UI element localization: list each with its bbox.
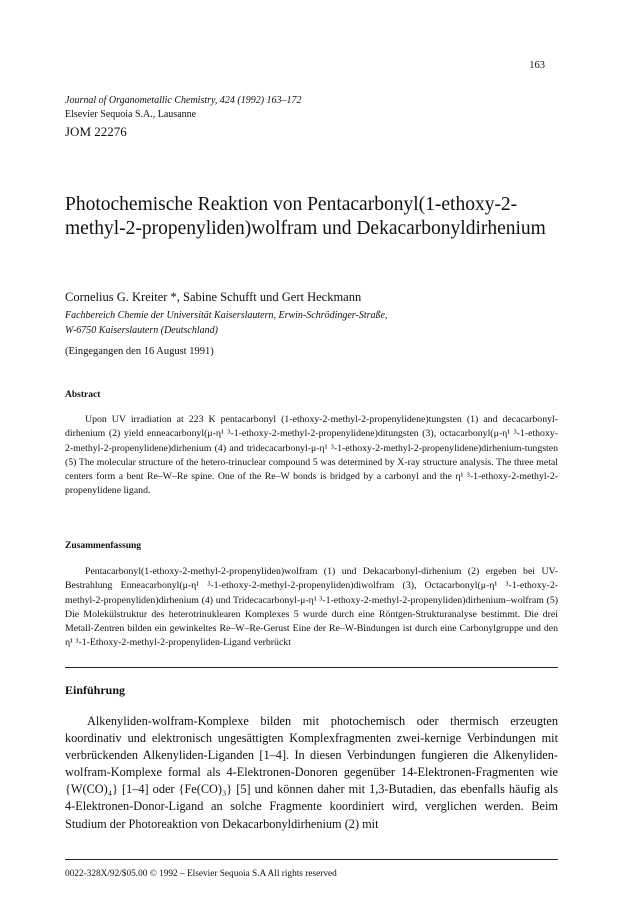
authors: Cornelius G. Kreiter *, Sabine Schufft und Gert Heckmann <box>65 290 362 304</box>
page-number: 163 <box>529 60 545 71</box>
affiliation-line-1: Fachbereich Chemie der Universität Kaiserslautern, Erwin-Schrödinger-Straße, <box>65 310 388 321</box>
publisher: Elsevier Sequoia S.A., Lausanne <box>65 109 197 120</box>
article-title: Photochemische Reaktion von Pentacarbonyl(1-ethoxy-2-methyl-2-propenyliden)wolfram und Dekacarbonyldirhenium <box>65 194 546 239</box>
introduction-text: Alkenyliden-wolfram-Komplexe bilden mit photochemisch oder thermisch erzeugten koordinativ und elektronisch ungesättigten Komplexfragmenten zwei-kernige Verbindungen mit verbrückenden Alkenyliden-Liganden [1–4]. In diesen Verbindungen fungieren die Alkenyliden-wolfram-Komplexe formal als 4-Elektronen-Donoren gegenüber 14-Elektronen-Fragmenten wie {W(CO)₄} [1–4] oder {Fe(CO)₃} [5] und können daher mit 1,3-Butadien, das ebenfalls häufig als 4-Elektronen-Donor-Ligand an solche Fragmente koordiniert wird, verglichen werden. Beim Studium der Photoreaktion von Dekacarbonyldirhenium (2) mit <box>65 714 558 831</box>
affiliation-line-2: W-6750 Kaiserslautern (Deutschland) <box>65 325 218 336</box>
section-divider <box>65 667 558 668</box>
journal-citation: Journal of Organometallic Chemistry, 424 (1992) 163–172 <box>65 95 302 106</box>
abstract-text: Upon UV irradiation at 223 K pentacarbonyl (1-ethoxy-2-methyl-2-propenylidene)tungsten (1) and decacarbonyl-dirhenium (2) yield enneacarbonyl(μ-η¹ ³-1-ethoxy-2-methyl-2-propenylidene)ditungsten (3), octacarbonyl(μ-η¹ ³-1-ethoxy-2-methyl-2-propenylidene)dirhenium (4) and tridecacarbonyl-μ-η¹ ³-1-ethoxy-2-methyl-2-propenylidene)dirhenium-tungsten (5) The molecular structure of the hetero-trinuclear compound 5 was determined by X-ray structure analysis. The three metal centers form a bent Re–W–Re spine. One of the Re–W bonds is bridged by a carbonyl and the η¹ ³-1-ethoxy-2-methyl-2-propenylidene ligand. <box>65 414 558 497</box>
copyright-footer: 0022-328X/92/$05.00 © 1992 – Elsevier Sequoia S.A All rights reserved <box>65 869 337 879</box>
zusammenfassung-heading: Zusammenfassung <box>65 541 142 551</box>
received-date: (Eingegangen den 16 August 1991) <box>65 346 214 357</box>
affiliation <box>65 308 565 338</box>
footer-divider <box>65 859 558 860</box>
introduction-heading: Einführung <box>65 683 126 697</box>
abstract-heading: Abstract <box>65 390 101 400</box>
zusammenfassung-text: Pentacarbonyl(1-ethoxy-2-methyl-2-propenyliden)wolfram (1) und Dekacarbonyl-dirhenium (2) ergeben bei UV-Bestrahlung Enneacarbonyl(μ-η¹ ³-1-ethoxy-2-methyl-2-propenyliden)diwolfram (3), Octacarbonyl(μ-η¹ ³-1-ethoxy-2-methyl-2-propenyliden)dirhenium (4) und Tridecacarbonyl-μ-η¹ ³-1-ethoxy-2-methyl-2-propenyliden)dirhenium–wolfram (5) Die Molekülstruktur des heterotrinuklearen Komplexes 5 wurde durch eine Röntgen-Strukturanalyse bestimmt. Die drei Metall-Zentren bilden ein gewinkeltes Re–W–Re-Gerust Eine der Re–W-Bindungen ist durch eine Carbonylgruppe und den η¹ ³-1-Ethoxy-2-methyl-2-propenyliden-Ligand verbrückt <box>65 566 558 649</box>
journal-header <box>65 94 565 140</box>
jom-id: JOM 22276 <box>65 124 127 139</box>
